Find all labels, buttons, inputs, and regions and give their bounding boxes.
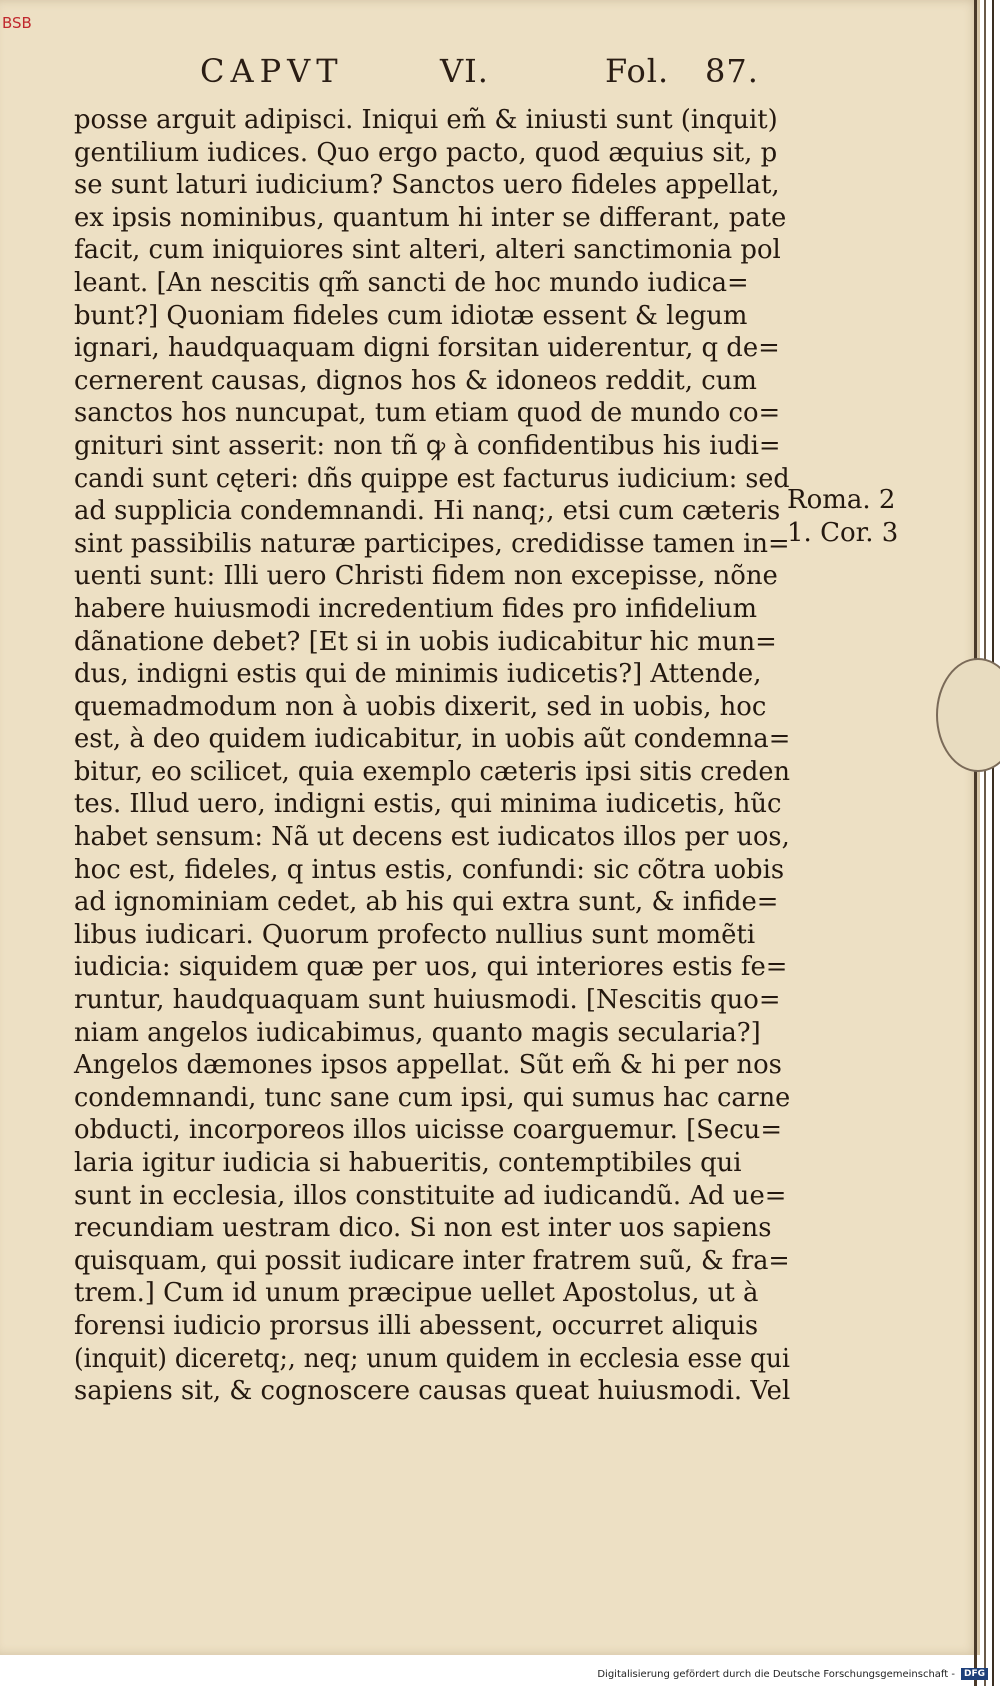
text-line: ex ipsis nominibus, quantum hi inter se differant, pate (74, 202, 787, 233)
text-line: (inquit) diceretq;, neq; unum quidem in ecclesia esse qui (74, 1343, 790, 1374)
text-line: bitur, eo scilicet, quia exemplo cæteris ipsi sitis creden (74, 756, 791, 787)
text-line: sapiens sit, & cognoscere causas queat huiusmodi. Vel (74, 1376, 791, 1407)
text-line: hoc est, fideles, q intus estis, confundi: sic cõtra uobis (74, 854, 785, 885)
text-line: gnituri sint asserit: non tñ ꝙ à confidentibus his iudi= (74, 430, 781, 461)
text-line: habet sensum: Nã ut decens est iudicatos illos per uos, (74, 822, 790, 853)
text-line: dãnatione debet? [Et si in uobis iudicabitur hic mun= (74, 626, 777, 657)
page-number: 87. (705, 52, 759, 90)
text-line: obducti, incorporeos illos uicisse coarguemur. [Secu= (74, 1115, 782, 1146)
running-header (200, 52, 760, 96)
text-line: candi sunt cęteri: dñs quippe est facturus iudicium: sed (74, 463, 790, 494)
text-line: trem.] Cum id unum præcipue uellet Apostolus, ut à (74, 1278, 759, 1309)
text-line: se sunt laturi iudicium? Sanctos uero fideles appellat, (74, 170, 780, 201)
text-line: habere huiusmodi incredentium fides pro infidelium (74, 593, 758, 624)
text-line: sunt in ecclesia, illos constituite ad iudicandũ. Ad ue= (74, 1180, 787, 1211)
text-line: sint passibilis naturæ participes, credidisse tamen in= (74, 528, 790, 559)
text-line: Angelos dæmones ipsos appellat. Sũt em̃ & hi per nos (74, 1050, 782, 1081)
dfg-logo: DFG (961, 1668, 988, 1680)
text-line: quisquam, qui possit iudicare inter fratrem suũ, & fra= (74, 1245, 790, 1276)
text-line: leant. [An nescitis qm̃ sancti de hoc mundo iudica= (74, 267, 749, 298)
text-line: libus iudicari. Quorum profecto nullius sunt momẽti (74, 919, 756, 950)
body-text (74, 104, 794, 1408)
margin-notes (787, 484, 898, 550)
header-chapter: VI. (440, 52, 489, 90)
text-line: uenti sunt: Illi uero Christi fidem non excepisse, nõne (74, 561, 778, 592)
bsb-logo: BSB (2, 14, 32, 32)
text-line: niam angelos iudicabimus, quanto magis secularia?] (74, 1017, 761, 1048)
margin-note: Roma. 2 (787, 485, 896, 515)
text-line: laria igitur iudicia si habueritis, contemptibiles qui (74, 1148, 742, 1178)
page-edge (974, 0, 977, 1686)
text-line: forensi iudicio prorsus illi abessent, occurret aliquis (74, 1310, 759, 1341)
header-fol: Fol. (605, 52, 670, 90)
text-line: facit, cum iniquiores sint alteri, alteri sanctimonia pol (74, 235, 781, 266)
text-line: est, à deo quidem iudicabitur, in uobis aũt condemna= (74, 724, 791, 755)
text-line: ignari, haudquaquam digni forsitan uiderentur, q de= (74, 333, 780, 364)
text-line: ad supplicia condemnandi. Hi nanq;, etsi cum cæteris (74, 496, 781, 527)
text-line: recundiam uestram dico. Si non est inter uos sapiens (74, 1213, 772, 1244)
margin-note: 1. Cor. 3 (787, 518, 899, 548)
page-edge (984, 0, 986, 1686)
text-line: sanctos hos nuncupat, tum etiam quod de mundo co= (74, 398, 781, 429)
text-line: gentilium iudices. Quo ergo pacto, quod æquius sit, p (74, 137, 778, 168)
text-line: iudicia: siquidem quæ per uos, qui interiores estis fe= (74, 952, 788, 983)
text-line: quemadmodum non à uobis dixerit, sed in uobis, hoc (74, 691, 767, 722)
page-edge (992, 0, 994, 1686)
footer-text: Digitalisierung gefördert durch die Deutsche Forschungsgemeinschaft - (597, 1668, 955, 1680)
text-line: posse arguit adipisci. Iniqui em̃ & iniusti sunt (inquit) (74, 105, 778, 135)
text-line: runtur, haudquaquam sunt huiusmodi. [Nescitis quo= (74, 985, 781, 1016)
footer (597, 1668, 988, 1680)
text-line: ad ignominiam cedet, ab his qui extra sunt, & infide= (74, 887, 779, 918)
header-caput: CAPVT (200, 52, 344, 90)
text-line: bunt?] Quoniam fideles cum idiotæ essent & legum (74, 300, 748, 331)
text-line: cernerent causas, dignos hos & idoneos reddit, cum (74, 365, 757, 396)
text-line: tes. Illud uero, indigni estis, qui minima iudicetis, hũc (74, 789, 782, 820)
text-line: condemnandi, tunc sane cum ipsi, qui sumus hac carne (74, 1082, 791, 1113)
text-line: dus, indigni estis qui de minimis iudicetis?] Attende, (74, 659, 762, 690)
